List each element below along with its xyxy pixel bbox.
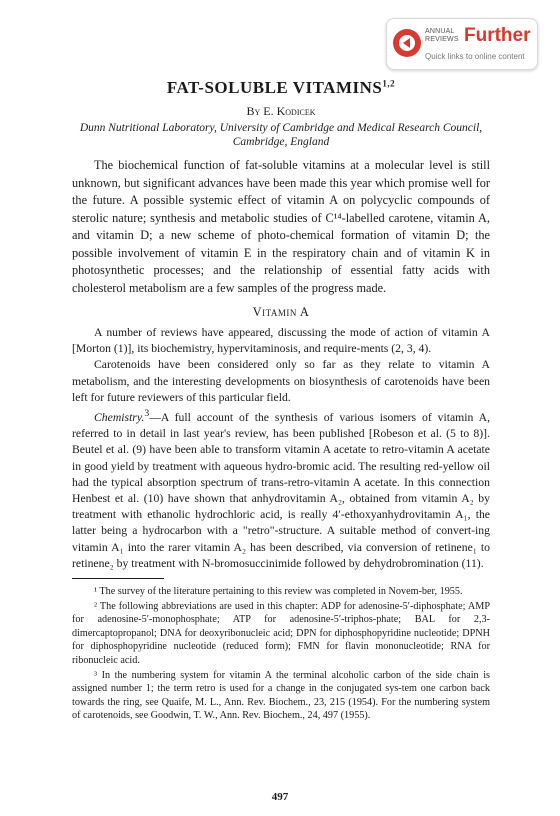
section-heading: Vitamin A — [252, 305, 310, 319]
badge-line-reviews: REVIEWS — [425, 36, 459, 43]
chemistry-footnote-marker: 3 — [144, 408, 150, 420]
intro-section — [72, 157, 490, 297]
footnotes — [72, 585, 490, 723]
affiliation-line-2: Cambridge, England — [232, 136, 330, 148]
chemistry-body: —A full account of the synthesis of various isomers of vitamin A, referred to in detail in last year's review, has been published [Robeson et al. (5 to 8)]. Beutel et al. (9) have been able to transform vitamin A acetate to retro-vitamin A acetate in good yield by treatment with aqueous hydro-bromic acid. The resulting red-yellow oil had the typical absorption spectrum of trans-retro-vitamin A acetate. In this connection Henbest et al. (10) have shown that anhydrovitamin A₂, obtained from vitamin A₂ by treatment with ethanolic hydrochloric acid, is really 4′-ethoxyanhydrovitamin A₁, the latter being a hydrocarbon with a "retro"-structure. A suitable method of convert-ing vitamin A₁ into the rarer vitamin A₂ has been described, via conversion of retinene₁ to retinene₂ by treatment with N-bromosuccinimide followed by dehydrobromination (11). — [72, 410, 490, 570]
chemistry-label: Chemistry. — [94, 410, 145, 424]
footnote-2: ² The following abbreviations are used in this chapter: ADP for adenosine-5′-diphosphate; AMP for adenosine-5′-monophosphate; ATP for adenosine-5′-triphos-phate; BAL for 2,3-dimercaptopropanol; DNA for deoxyribonucleic acid; DPN for diphosphopyridine nucleotide; DPNH for diphosphopyridine nucleotide (reduced form); FMN for flavin mononucleotide; RNA for ribonucleic acid. — [72, 600, 490, 666]
title-footnote-markers: 1,2 — [382, 78, 396, 89]
badge-line-annual: ANNUAL — [425, 28, 455, 35]
badge-brand: Further — [464, 25, 531, 46]
badge-subtitle: Quick links to online content — [425, 52, 525, 61]
article-page — [72, 78, 490, 724]
intro-paragraph: The biochemical function of fat-soluble vitamins at a molecular level is still unknown, but significant advances have been made this year which promise well for the future. A possible systemic effect of vitamin A on polycyclic compounds of sterolic nature; synthesis and metabolic studies of C¹⁴-labelled carotene, vitamin A, and vitamin D; a new scheme of photo-chemical formation of vitamin D; the possible involvement of vitamin E in the respiratory chain and of vitamin K in photosynthetic processes; and the relationship of essential fatty acids with cholesterol metabolism are a few samples of the progress made. — [72, 158, 490, 295]
affiliation — [72, 121, 490, 149]
paragraph-chemistry — [72, 406, 490, 572]
paragraph-reviews: A number of reviews have appeared, discussing the mode of action of vitamin A [Morton (1)], its biochemistry, hypervitaminosis, and require-ments (2, 3, 4). — [72, 326, 490, 356]
paragraph-carotenoids: Carotenoids have been considered only so far as they relate to vitamin A metabolism, and the interesting developments on biosynthesis of carotenoids have been left for future reviewers of this particular field. — [72, 358, 490, 404]
author-line: By E. Kodicek — [246, 104, 316, 118]
vitamin-a-section — [72, 325, 490, 572]
annual-reviews-logo-icon — [393, 29, 421, 57]
page-number: 497 — [271, 791, 289, 803]
title-text: FAT-SOLUBLE VITAMINS — [166, 78, 383, 97]
footnote-3: ³ In the numbering system for vitamin A the terminal alcoholic carbon of the side chain is assigned number 1; the term retro is used for a change in the conjugated sys-tem one carbon back towards the ring, see Quaife, M. L., Ann. Rev. Biochem., 23, 215 (1954). For the numbering system of carotenoids, see Goodwin, T. W., Ann. Rev. Biochem., 24, 497 (1955). — [72, 669, 490, 722]
article-title — [72, 78, 490, 98]
footnote-1: ¹ The survey of the literature pertaining to this review was completed in Novem-ber, 1955. — [94, 585, 463, 597]
further-links-badge[interactable] — [386, 18, 538, 70]
footnote-divider — [72, 578, 164, 579]
affiliation-line-1: Dunn Nutritional Laboratory, University of Cambridge and Medical Research Council, — [79, 122, 483, 134]
